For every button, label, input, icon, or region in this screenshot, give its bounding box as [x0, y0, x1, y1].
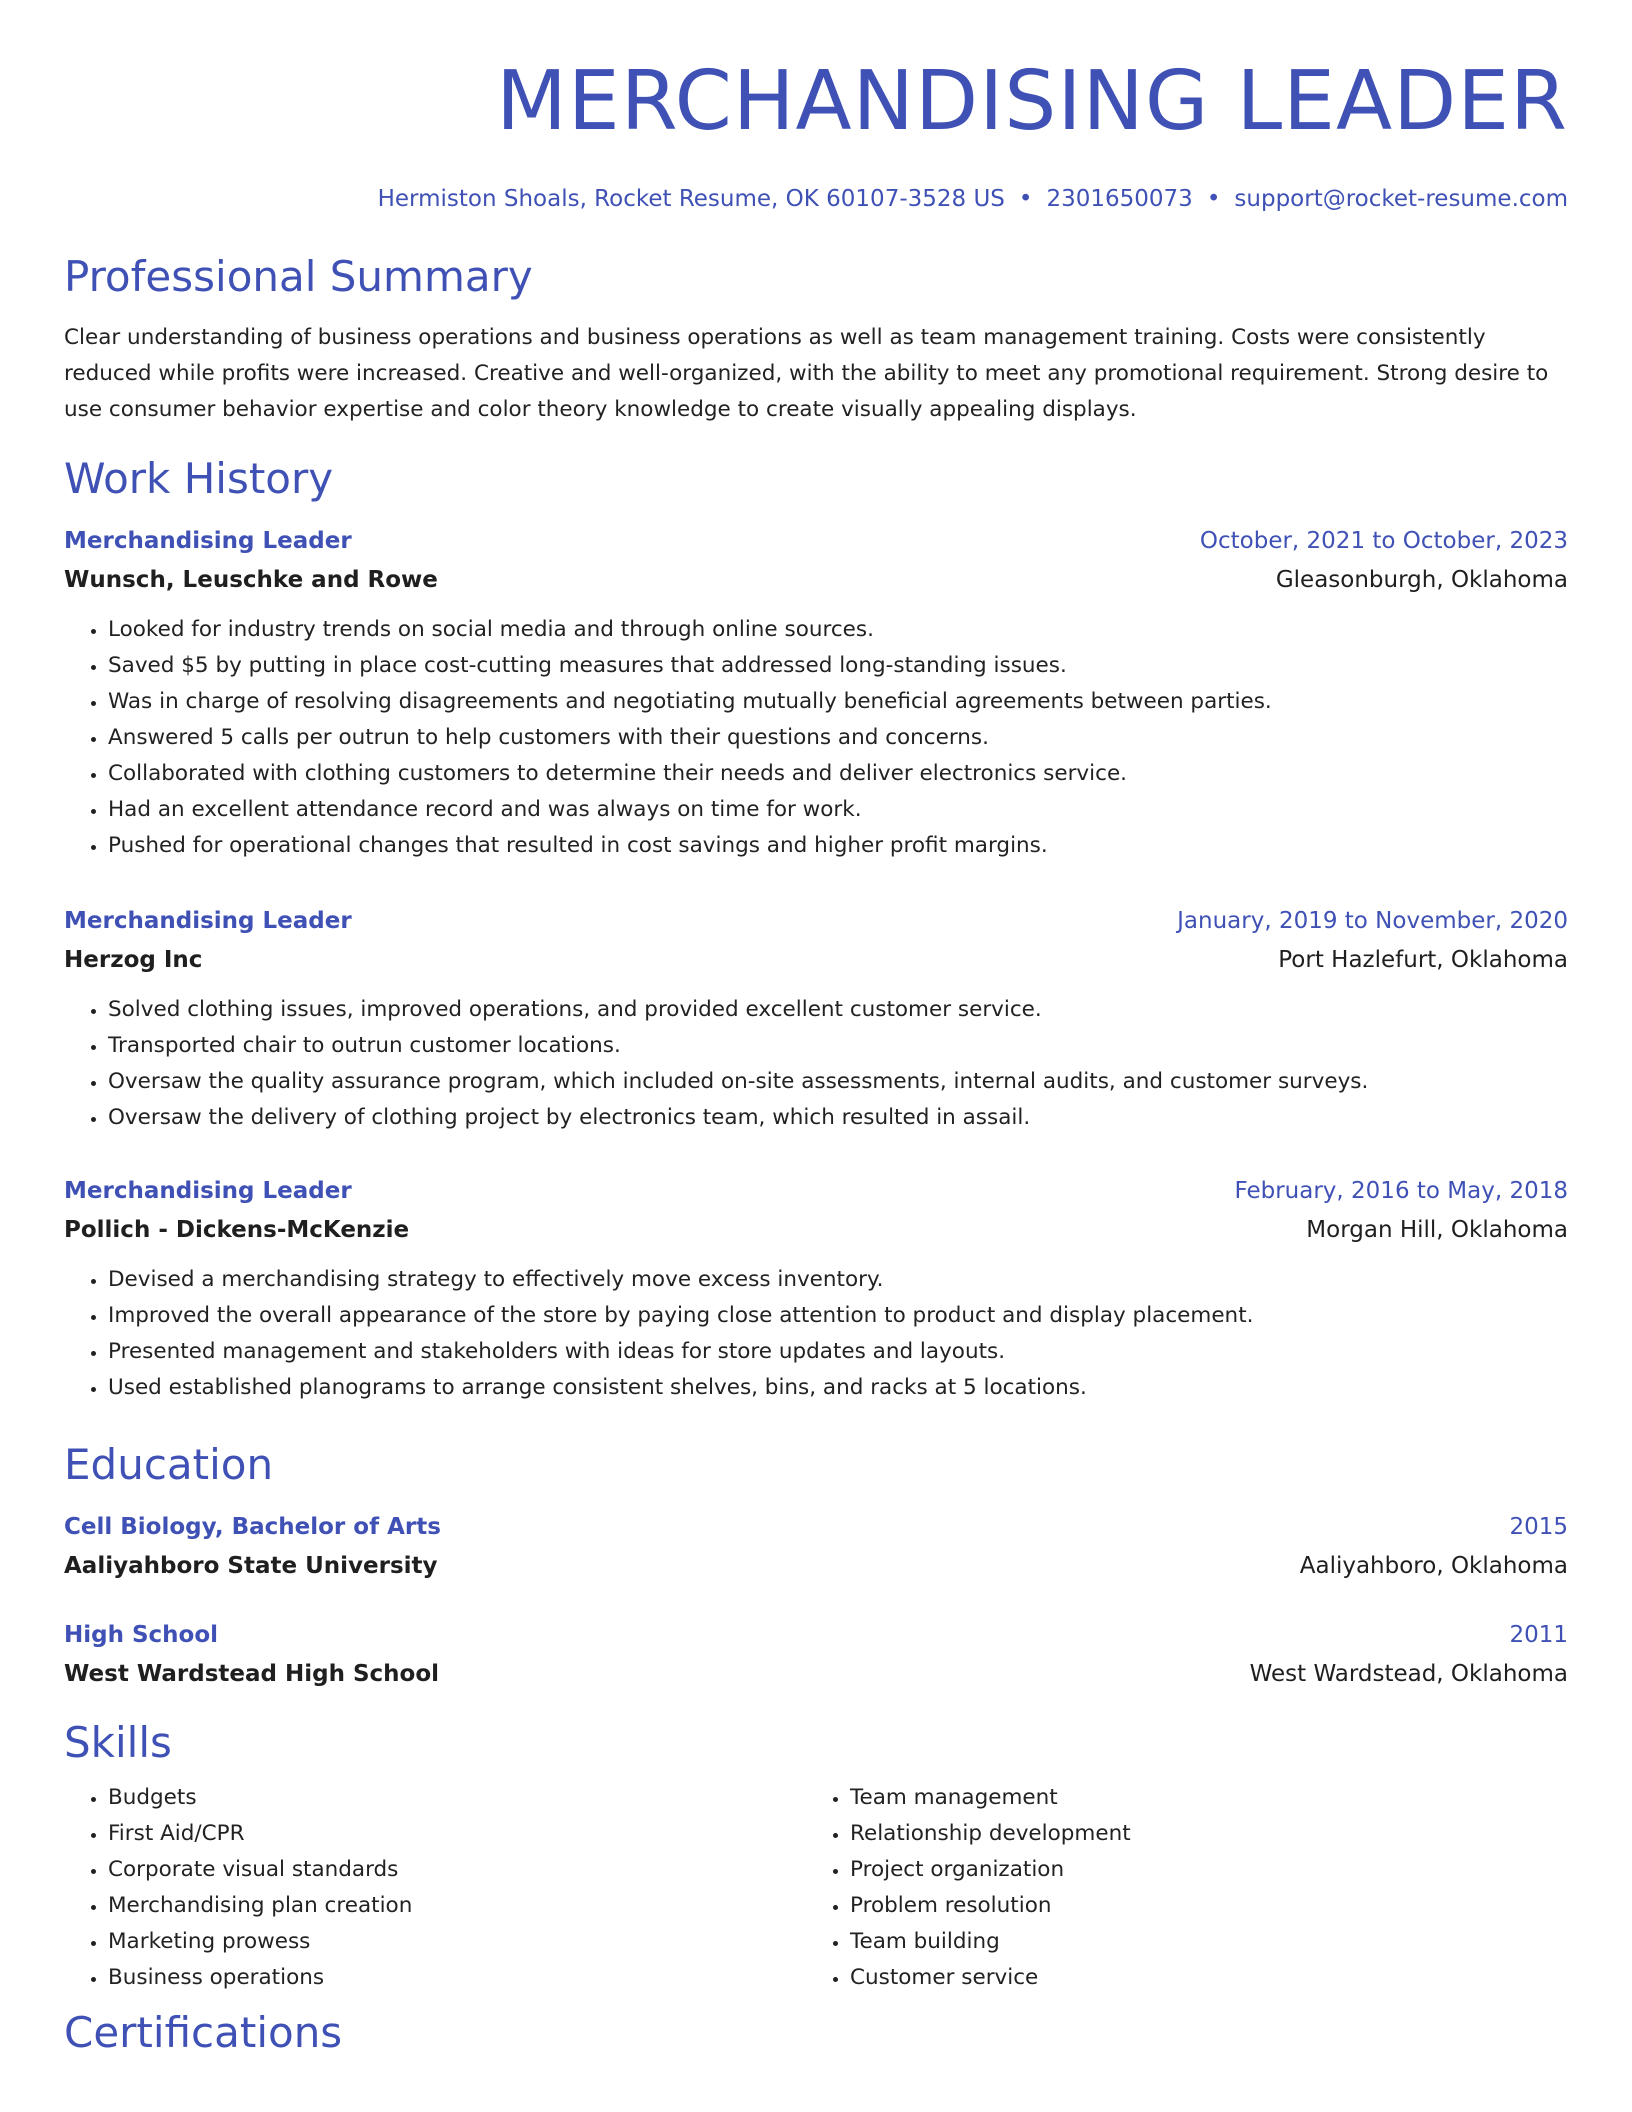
list-item: • Oversaw the quality assurance program, which included on-site assessments, internal audits, and customer surveys. [108, 1064, 1568, 1100]
list-item: • Solved clothing issues, improved operations, and provided excellent customer service. [108, 992, 1568, 1028]
list-item: • Saved $5 by putting in place cost-cutting measures that addressed long-standing issues. [108, 648, 1568, 684]
list-item: • Devised a merchandising strategy to effectively move excess inventory. [108, 1262, 1568, 1298]
list-item: • Collaborated with clothing customers to determine their needs and deliver electronics service. [108, 756, 1568, 792]
education-year: 2011 [1509, 1622, 1568, 1648]
skill-item: • Team management [850, 1780, 1548, 1816]
resume-header [64, 0, 1568, 214]
list-item: • Used established planograms to arrange consistent shelves, bins, and racks at 5 locations. [108, 1370, 1568, 1406]
skill-item: • Problem resolution [850, 1888, 1548, 1924]
job-bullets [64, 1262, 1568, 1406]
skills-section [64, 1716, 1568, 1996]
contact-address: Hermiston Shoals, Rocket Resume, OK 60107-3528 US [377, 186, 1005, 212]
job-bullets [64, 612, 1568, 864]
job-dates: January, 2019 to November, 2020 [1177, 908, 1568, 934]
certifications-section [64, 2006, 1568, 2060]
job-location: Port Hazlefurt, Oklahoma [1278, 947, 1568, 973]
job-company: Herzog Inc [64, 947, 203, 973]
contact-separator: • [1206, 186, 1221, 212]
education-year: 2015 [1509, 1514, 1568, 1540]
list-item: • Oversaw the delivery of clothing project by electronics team, which resulted in assail. [108, 1100, 1568, 1136]
contact-phone: 2301650073 [1046, 186, 1193, 212]
skill-item: • Corporate visual standards [108, 1852, 806, 1888]
summary-text: Clear understanding of business operations and business operations as well as team management training. Costs were consistently reduced while profits were increased. Creative and well-organized, with the ability to meet any promotional requirement. Strong desire to use consumer behavior expertise and color theory knowledge to create visually appealing displays. [64, 325, 1549, 422]
education-entry [64, 1508, 1568, 1586]
job-entry [64, 902, 1568, 1136]
education-location: West Wardstead, Oklahoma [1249, 1661, 1568, 1687]
job-role: Merchandising Leader [64, 528, 352, 554]
list-item: • Was in charge of resolving disagreements and negotiating mutually beneficial agreements between parties. [108, 684, 1568, 720]
section-heading-skills: Skills [64, 1718, 172, 1767]
job-location: Morgan Hill, Oklahoma [1306, 1217, 1568, 1243]
list-item: • Looked for industry trends on social media and through online sources. [108, 612, 1568, 648]
list-item: • Had an excellent attendance record and was always on time for work. [108, 792, 1568, 828]
education-degree: Cell Biology, Bachelor of Arts [64, 1514, 441, 1540]
skills-column-right [806, 1780, 1548, 1996]
skill-item: • First Aid/CPR [108, 1816, 806, 1852]
skill-item: • Relationship development [850, 1816, 1548, 1852]
education-school: Aaliyahboro State University [64, 1553, 438, 1579]
contact-separator: • [1018, 186, 1033, 212]
skill-item: • Project organization [850, 1852, 1548, 1888]
skill-item: • Marketing prowess [108, 1924, 806, 1960]
list-item: • Improved the overall appearance of the store by paying close attention to product and display placement. [108, 1298, 1568, 1334]
job-company: Wunsch, Leuschke and Rowe [64, 567, 438, 593]
education-degree: High School [64, 1622, 219, 1648]
education-section [64, 1438, 1568, 1694]
job-entry [64, 522, 1568, 864]
job-dates: February, 2016 to May, 2018 [1234, 1178, 1568, 1204]
skills-list [64, 1780, 806, 1996]
list-item: • Pushed for operational changes that resulted in cost savings and higher profit margins. [108, 828, 1568, 864]
work-history-section [64, 452, 1568, 1406]
candidate-title: MERCHANDISING LEADER [496, 54, 1568, 149]
list-item: • Presented management and stakeholders with ideas for store updates and layouts. [108, 1334, 1568, 1370]
job-role: Merchandising Leader [64, 908, 352, 934]
contact-email: support@rocket-resume.com [1234, 186, 1568, 212]
section-heading-education: Education [64, 1440, 274, 1489]
list-item: • Answered 5 calls per outrun to help customers with their questions and concerns. [108, 720, 1568, 756]
job-role: Merchandising Leader [64, 1178, 352, 1204]
skill-item: • Customer service [850, 1960, 1548, 1996]
job-dates: October, 2021 to October, 2023 [1199, 528, 1568, 554]
section-heading-certifications: Certifications [64, 2008, 343, 2057]
skills-list [806, 1780, 1548, 1996]
job-company: Pollich - Dickens-McKenzie [64, 1217, 410, 1243]
education-school: West Wardstead High School [64, 1661, 440, 1687]
summary-section [64, 250, 1568, 428]
skills-column-left [64, 1780, 806, 1996]
skill-item: • Budgets [108, 1780, 806, 1816]
skill-item: • Team building [850, 1924, 1548, 1960]
section-heading-summary: Professional Summary [64, 252, 533, 301]
education-entry [64, 1616, 1568, 1694]
education-location: Aaliyahboro, Oklahoma [1299, 1553, 1568, 1579]
contact-line [64, 184, 1568, 214]
skill-item: • Merchandising plan creation [108, 1888, 806, 1924]
job-entry [64, 1172, 1568, 1406]
job-location: Gleasonburgh, Oklahoma [1275, 567, 1568, 593]
list-item: • Transported chair to outrun customer locations. [108, 1028, 1568, 1064]
job-bullets [64, 992, 1568, 1136]
section-heading-work-history: Work History [64, 454, 334, 503]
skills-grid [64, 1780, 1568, 1996]
skill-item: • Business operations [108, 1960, 806, 1996]
